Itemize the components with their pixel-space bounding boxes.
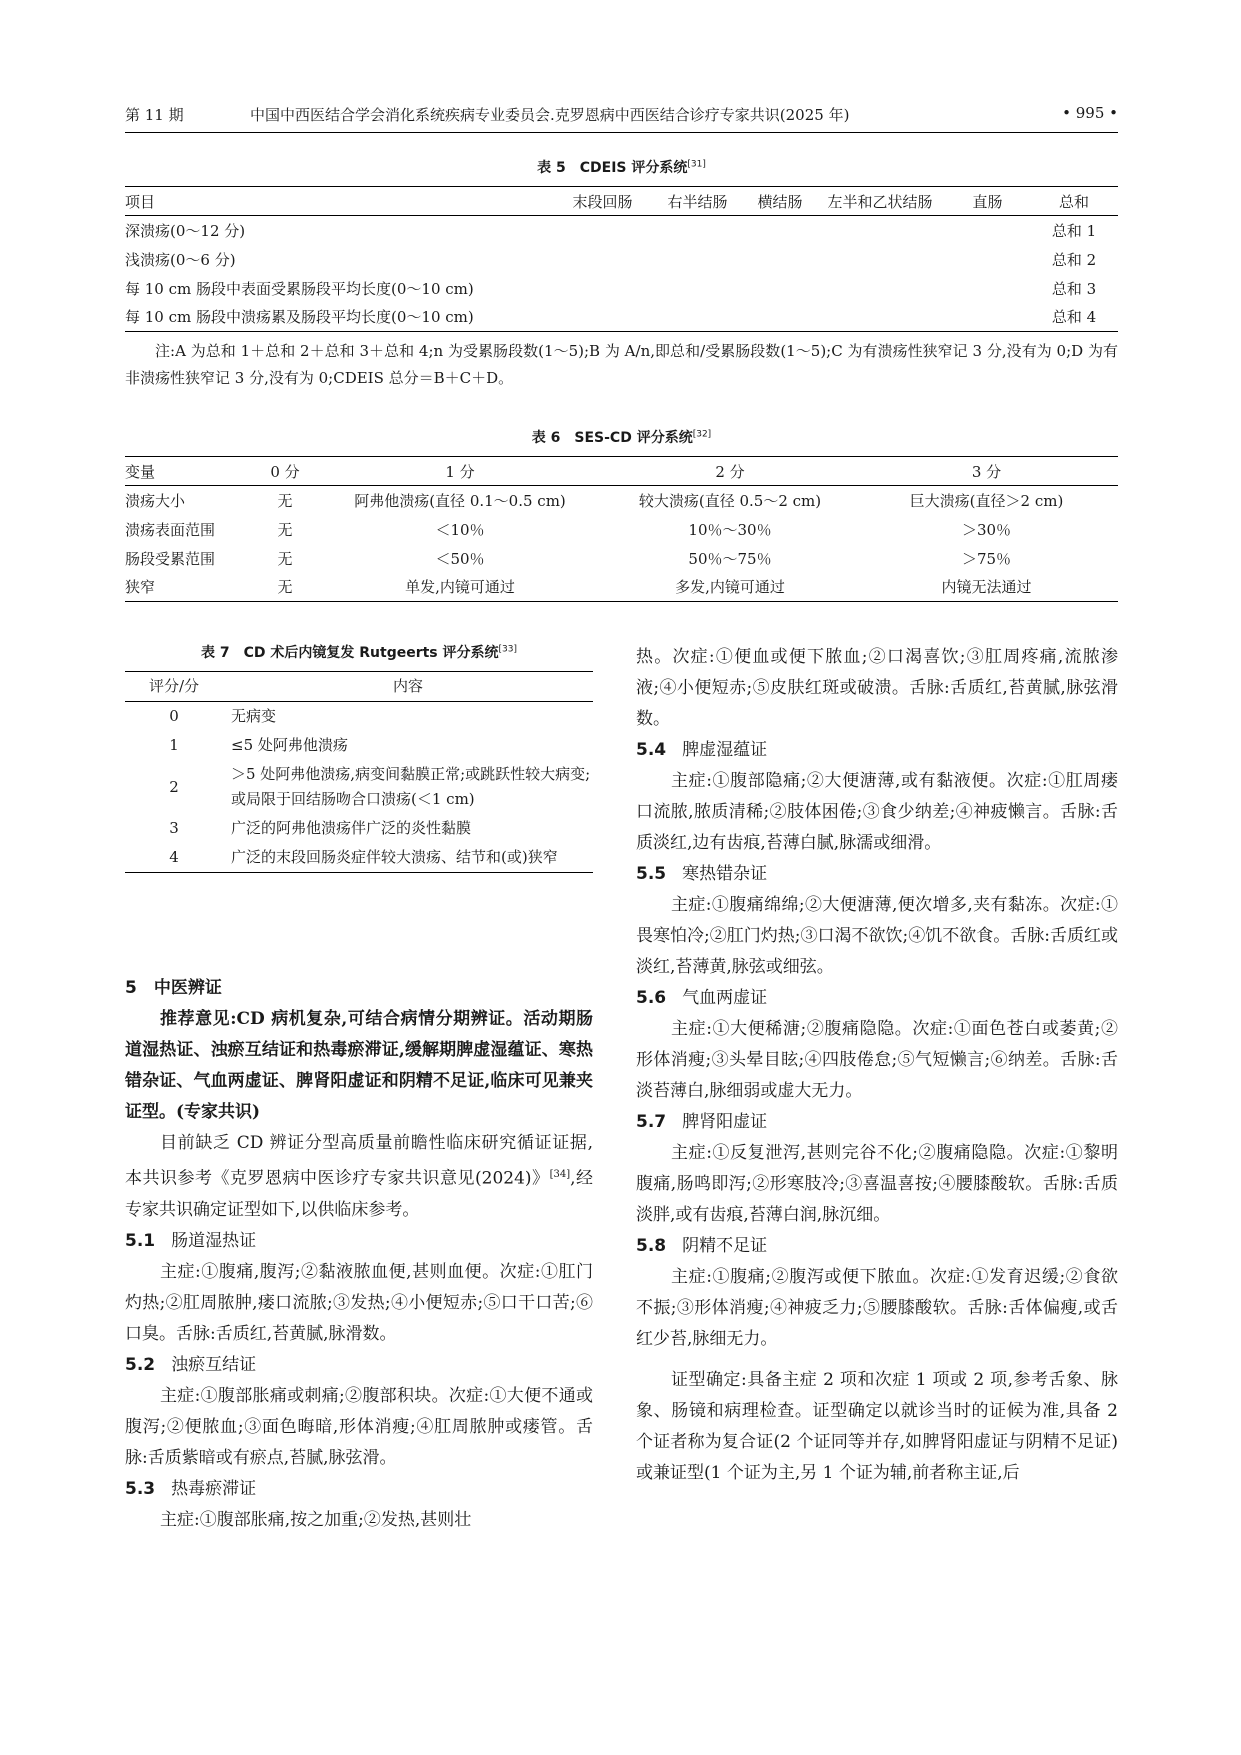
column-header: 总和	[1058, 192, 1089, 211]
table-cell: 深溃疡(0～12 分)	[125, 221, 246, 240]
column-header: 项目	[125, 192, 156, 211]
table-cell: 总和 3	[1051, 279, 1097, 298]
intro-paragraph: 目前缺乏 CD 辨证分型高质量前瞻性临床研究循证证据,本共识参考《克罗恩病中医诊疗专家共识意见(2024)》[34],经专家共识确定证型如下,以供临床参考。	[125, 1133, 593, 1220]
table-header-row	[125, 672, 593, 702]
table5-note: 注:A 为总和 1＋总和 2＋总和 3＋总和 4;n 为受累肠段数(1～5);B 为 A/n,即总和/受累肠段数(1～5);C 为有溃疡性狭窄记 3 分,没有为 0;D 为有非溃疡性狭窄记 3 分,没有为 0;CDEIS 总分＝B＋C＋D。	[125, 342, 1118, 387]
table-cell: 广泛的末段回肠炎症伴较大溃疡、结节和(或)狭窄	[231, 848, 558, 866]
table-row	[125, 274, 1118, 303]
section-5-3-heading: 5.3 热毒瘀滞证	[125, 1478, 257, 1499]
section-5-4-heading: 5.4 脾虚湿蕴证	[636, 740, 768, 760]
table-cell: 肠段受累范围	[125, 549, 216, 568]
table-cell: 较大溃疡(直径 0.5～2 cm)	[638, 491, 822, 510]
table-row	[125, 515, 1118, 544]
table-row	[125, 544, 1118, 573]
table-cell: 50％～75％	[688, 549, 772, 568]
table-cell: ＞75％	[961, 549, 1012, 568]
table-row	[125, 731, 593, 760]
page-number: • 995 •	[1062, 104, 1118, 122]
section-5-6-heading: 5.6 气血两虚证	[636, 988, 768, 1008]
column-header: 3 分	[971, 462, 1002, 481]
column-header: 横结肠	[757, 192, 803, 211]
table-row	[125, 245, 1118, 274]
section-5-1-heading: 5.1 肠道湿热证	[125, 1230, 257, 1251]
section-5-7-text: 主症:①反复泄泻,甚则完谷不化;②腹痛隐隐。次症:①黎明腹痛,肠鸣即泻;②形寒肢冷;③喜温喜按;④腰膝酸软。舌脉:舌质淡胖,或有齿痕,苔薄白润,脉沉细。	[636, 1143, 1118, 1225]
table6-caption: 表 6 SES-CD 评分系统[32]	[531, 429, 712, 446]
table-cell: 溃疡表面范围	[125, 520, 216, 539]
left-column	[125, 973, 593, 1536]
section-5-2-heading: 5.2 浊瘀互结证	[125, 1354, 257, 1375]
table-cell: 总和 2	[1051, 250, 1097, 269]
column-header: 0 分	[270, 462, 300, 481]
table-cell: ＞5 处阿弗他溃疡,病变间黏膜正常;或跳跃性较大病变;或局限于回结肠吻合口溃疡(＜1 cm)	[231, 765, 591, 808]
table-cell: 内镜无法通过	[941, 578, 1032, 597]
table-cell: ＞30％	[961, 520, 1012, 539]
table-cell: 无	[277, 491, 293, 510]
table-row	[125, 303, 1118, 332]
table-cell: 10％～30％	[688, 520, 772, 539]
column-header: 变量	[125, 462, 156, 481]
table-cell: 4	[169, 848, 179, 866]
table-cell: 1	[169, 736, 179, 754]
column-header: 左半和乙状结肠	[827, 192, 933, 211]
column-header: 直肠	[972, 192, 1003, 211]
section-5-4-text: 主症:①腹部隐痛;②大便溏薄,或有黏液便。次症:①肛周瘘口流脓,脓质清稀;②肢体困倦;③食少纳差;④神疲懒言。舌脉:舌质淡红,边有齿痕,苔薄白腻,脉濡或细滑。	[636, 771, 1118, 853]
table-cell: ＜50％	[435, 549, 485, 568]
table-cell: 溃疡大小	[125, 491, 186, 510]
table-header-row	[125, 187, 1118, 216]
syndrome-confirmation: 证型确定:具备主症 2 项和次症 1 项或 2 项,参考舌象、脉象、肠镜和病理检查。证型确定以就诊当时的证候为准,具备 2 个证者称为复合证(2 个证同等并存,如脾肾阳虚证与阴精不足证)或兼证型(1 个证为主,另 1 个证为辅,前者称主证,后	[636, 1370, 1118, 1483]
issue-number: 第 11 期	[125, 106, 184, 124]
section-5-7-heading: 5.7 脾肾阳虚证	[636, 1112, 768, 1132]
section-5-1-text: 主症:①腹痛,腹泻;②黏液脓血便,甚则血便。次症:①肛门灼热;②肛周脓肿,瘘口流脓;③发热;④小便短赤;⑤口干口苦;⑥口臭。舌脉:舌质红,苔黄腻,脉滑数。	[125, 1261, 593, 1344]
column-header: 内容	[392, 677, 423, 695]
table-row	[125, 843, 593, 873]
table-cell: 无	[277, 549, 293, 568]
recommendation: 推荐意见:CD 病机复杂,可结合病情分期辨证。活动期肠道湿热证、浊瘀互结证和热毒瘀滞证,缓解期脾虚湿蕴证、寒热错杂证、气血两虚证、脾肾阳虚证和阴精不足证,临床可见兼夹证型。(专家共识)	[125, 1009, 593, 1122]
column-header: 1 分	[445, 462, 475, 481]
running-head	[125, 104, 1118, 132]
table-cell: 无	[277, 520, 293, 539]
section-5-3-text-cont: 热。次症:①便血或便下脓血;②口渴喜饮;③肛周疼痛,流脓渗液;④小便短赤;⑤皮肤红斑或破溃。舌脉:舌质红,苔黄腻,脉弦滑数。	[636, 647, 1118, 729]
table-cell: 单发,内镜可通过	[405, 578, 515, 597]
table-cell: 无病变	[231, 707, 277, 725]
table7-rutgeerts	[125, 671, 593, 873]
section-5-5-text: 主症:①腹痛绵绵;②大便溏薄,便次增多,夹有黏冻。次症:①畏寒怕冷;②肛门灼热;③口渴不欲饮;④饥不欲食。舌脉:舌质红或淡红,苔薄黄,脉弦或细弦。	[636, 895, 1118, 977]
table-cell: 阿弗他溃疡(直径 0.1～0.5 cm)	[354, 491, 566, 510]
table-cell: 广泛的阿弗他溃疡伴广泛的炎性黏膜	[231, 819, 472, 837]
table6-ses-cd	[125, 456, 1118, 602]
section-5-5-heading: 5.5 寒热错杂证	[636, 864, 768, 884]
column-header: 2 分	[715, 462, 745, 481]
table-cell: 浅溃疡(0～6 分)	[125, 250, 236, 269]
column-header: 末段回肠	[572, 192, 633, 211]
running-title: 中国中西医结合学会消化系统疾病专业委员会.克罗恩病中西医结合诊疗专家共识(2025 年)	[250, 106, 850, 124]
table-cell: 巨大溃疡(直径＞2 cm)	[909, 491, 1064, 510]
table5-caption: 表 5 CDEIS 评分系统[31]	[537, 159, 706, 176]
table-row	[125, 814, 593, 843]
table-cell: 狭窄	[125, 578, 156, 597]
table-cell: ＜10％	[435, 520, 485, 539]
table-cell: 每 10 cm 肠段中表面受累肠段平均长度(0～10 cm)	[125, 279, 474, 298]
table-cell: 总和 4	[1051, 308, 1097, 327]
table5-cdeis	[125, 186, 1118, 332]
table-cell: 多发,内镜可通过	[675, 578, 785, 597]
table7-caption: 表 7 CD 术后内镜复发 Rutgeerts 评分系统[33]	[201, 644, 517, 661]
header-rule	[125, 132, 1118, 133]
table-cell: 3	[169, 819, 179, 837]
right-column	[636, 642, 1118, 1489]
table-cell: ≤5 处阿弗他溃疡	[231, 736, 348, 754]
table-row	[125, 216, 1118, 245]
table-header-row	[125, 457, 1118, 486]
table-row	[125, 760, 593, 814]
table-cell: 每 10 cm 肠段中溃疡累及肠段平均长度(0～10 cm)	[125, 308, 474, 327]
section-5-6-text: 主症:①大便稀溏;②腹痛隐隐。次症:①面色苍白或萎黄;②形体消瘦;③头晕目眩;④四肢倦怠;⑤气短懒言;⑥纳差。舌脉:舌淡苔薄白,脉细弱或虚大无力。	[636, 1019, 1118, 1101]
section-5-8-text: 主症:①腹痛;②腹泻或便下脓血。次症:①发育迟缓;②食欲不振;③形体消瘦;④神疲乏力;⑤腰膝酸软。舌脉:舌体偏瘦,或舌红少苔,脉细无力。	[636, 1267, 1118, 1349]
table-row	[125, 486, 1118, 515]
section-5-heading: 5 中医辨证	[125, 978, 222, 998]
section-5-2-text: 主症:①腹部胀痛或刺痛;②腹部积块。次症:①大便不通或腹泻;②便脓血;③面色晦暗,形体消瘦;④肛周脓肿或瘘管。舌脉:舌质紫暗或有瘀点,苔腻,脉弦滑。	[125, 1385, 593, 1468]
column-header: 评分/分	[148, 677, 200, 695]
column-header: 右半结肠	[667, 192, 728, 211]
table-cell: 0	[169, 707, 179, 725]
table-row	[125, 573, 1118, 602]
section-5-8-heading: 5.8 阴精不足证	[636, 1236, 768, 1256]
section-5-3-text-start: 主症:①腹部胀痛,按之加重;②发热,甚则壮	[160, 1509, 472, 1530]
table-cell: 总和 1	[1051, 221, 1097, 240]
table-cell: 无	[277, 578, 293, 597]
table-row	[125, 702, 593, 732]
table-cell: 2	[169, 777, 179, 796]
